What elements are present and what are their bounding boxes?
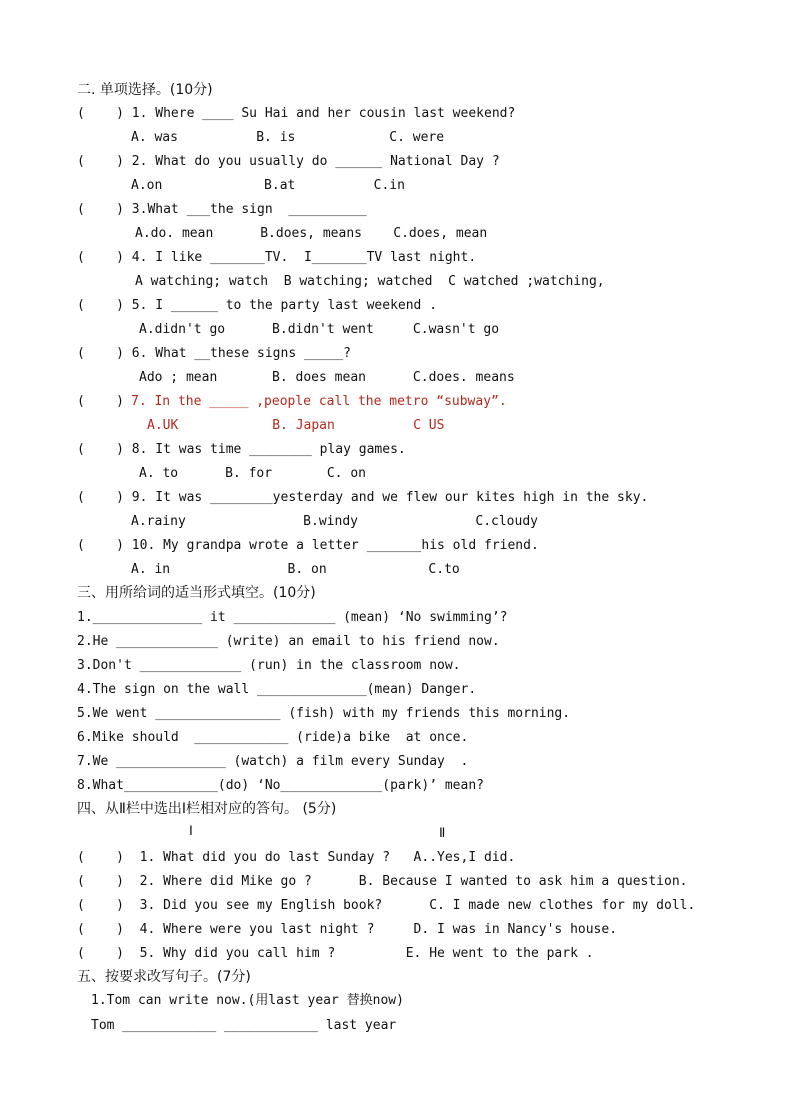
question-8-options: A. to B. for C. on bbox=[139, 466, 366, 481]
section5-title: 五、按要求改写句子。(7分) bbox=[77, 969, 251, 985]
section3-title: 三、用所给词的适当形式填空。(10分) bbox=[77, 585, 316, 601]
question-1-options: A. was B. is C. were bbox=[131, 130, 445, 145]
question-1: ( ) 1. Where ____ Su Hai and her cousin last weekend? bbox=[77, 106, 516, 121]
question-4: ( ) 4. I like _______TV. I_______TV last night. bbox=[77, 250, 477, 265]
question-7-options: A.UK B. Japan C US bbox=[147, 418, 445, 433]
question-2-options: A.on B.at C.in bbox=[131, 178, 405, 193]
transform-1-answer: Tom ____________ ____________ last year bbox=[91, 1018, 397, 1033]
question-2: ( ) 2. What do you usually do ______ National Day ? bbox=[77, 154, 500, 169]
fill-4: 4.The sign on the wall ______________(mean) Danger. bbox=[77, 682, 477, 697]
question-10-options: A. in B. on C.to bbox=[131, 562, 460, 577]
question-7-paren: ( ) bbox=[77, 394, 124, 409]
column-1-label: Ⅰ bbox=[189, 824, 193, 839]
question-6: ( ) 6. What __these signs _____? bbox=[77, 346, 351, 361]
question-7: 7. In the _____ ,people call the metro “subway”. bbox=[131, 394, 507, 409]
transform-1: 1.Tom can write now.(用last year 替换now) bbox=[91, 993, 404, 1008]
match-3: ( ) 3. Did you see my English book? C. I made new clothes for my doll. bbox=[77, 898, 696, 913]
match-4: ( ) 4. Where were you last night ? D. I was in Nancy's house. bbox=[77, 922, 618, 937]
fill-3: 3.Don't _____________ (run) in the classroom now. bbox=[77, 658, 461, 673]
question-8: ( ) 8. It was time ________ play games. bbox=[77, 442, 406, 457]
question-4-options: A watching; watch B watching; watched C watched ;watching, bbox=[135, 274, 605, 289]
match-5: ( ) 5. Why did you call him ? E. He went to the park . bbox=[77, 946, 594, 961]
section2-title: 二. 单项选择。(10分) bbox=[77, 82, 213, 98]
question-5: ( ) 5. I ______ to the party last weekend . bbox=[77, 298, 438, 313]
question-9: ( ) 9. It was ________yesterday and we flew our kites high in the sky. bbox=[77, 490, 649, 505]
question-3: ( ) 3.What ___the sign __________ bbox=[77, 202, 367, 217]
fill-5: 5.We went ________________ (fish) with my friends this morning. bbox=[77, 706, 571, 721]
column-2-label: Ⅱ bbox=[439, 826, 446, 841]
match-2: ( ) 2. Where did Mike go ? B. Because I wanted to ask him a question. bbox=[77, 874, 688, 889]
fill-6: 6.Mike should ____________ (ride)a bike at once. bbox=[77, 730, 469, 745]
question-6-options: Ado ; mean B. does mean C.does. means bbox=[139, 370, 515, 385]
question-3-options: A.do. mean B.does, means C.does, mean bbox=[135, 226, 488, 241]
fill-7: 7.We ______________ (watch) a film every Sunday . bbox=[77, 754, 469, 769]
fill-2: 2.He _____________ (write) an email to his friend now. bbox=[77, 634, 500, 649]
fill-8: 8.What____________(do) ‘No_____________(park)’ mean? bbox=[77, 778, 484, 793]
match-1: ( ) 1. What did you do last Sunday ? A..Yes,I did. bbox=[77, 850, 516, 865]
question-9-options: A.rainy B.windy C.cloudy bbox=[131, 514, 538, 529]
fill-1: 1.______________ it _____________ (mean) ‘No swimming’? bbox=[77, 610, 508, 625]
question-10: ( ) 10. My grandpa wrote a letter _______his old friend. bbox=[77, 538, 539, 553]
section4-title: 四、从Ⅱ栏中选出Ⅰ栏相对应的答句。 (5分) bbox=[77, 801, 337, 817]
question-5-options: A.didn't go B.didn't went C.wasn't go bbox=[139, 322, 500, 337]
